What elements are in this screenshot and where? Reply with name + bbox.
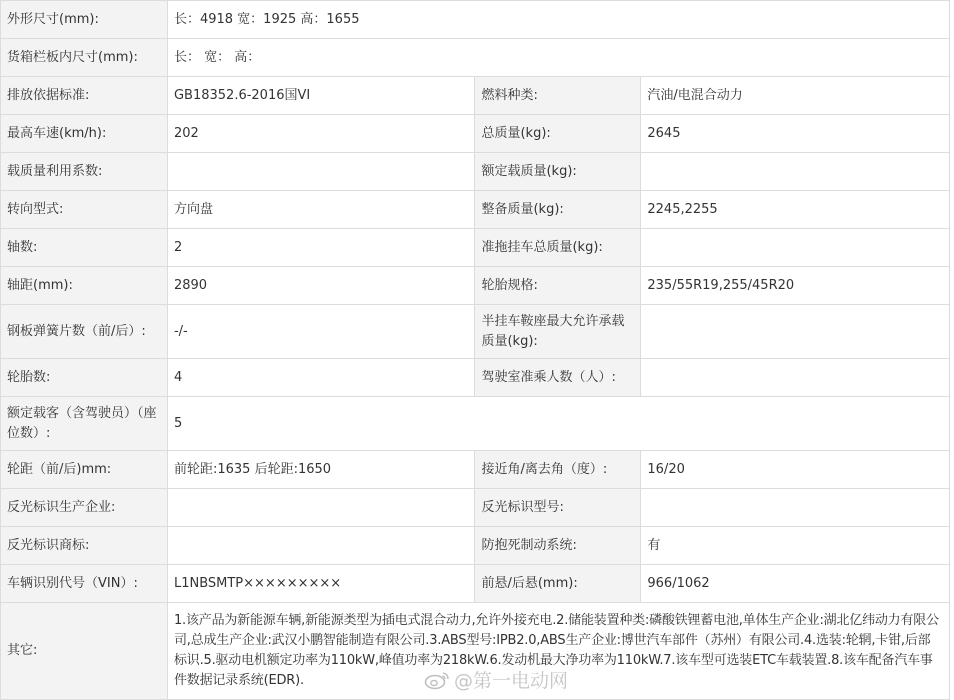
label-vin: 车辆识别代号（VIN）: bbox=[1, 565, 168, 603]
label-cab-capacity: 驾驶室准乘人数（人）: bbox=[475, 359, 641, 397]
label-total-mass: 总质量(kg): bbox=[475, 115, 641, 153]
value-tire-count: 4 bbox=[167, 359, 475, 397]
row-dimensions bbox=[1, 1, 950, 39]
row-wheelbase bbox=[1, 267, 950, 305]
label-overhang: 前悬/后悬(mm): bbox=[475, 565, 641, 603]
label-leaf-springs: 钢板弹簧片数（前/后）: bbox=[1, 305, 168, 359]
watermark-text: @第一电动网 bbox=[454, 670, 569, 692]
label-wheelbase: 轴距(mm): bbox=[1, 267, 168, 305]
value-track: 前轮距:1635 后轮距:1650 bbox=[167, 451, 475, 489]
value-axles: 2 bbox=[167, 229, 475, 267]
row-max-speed bbox=[1, 115, 950, 153]
label-track: 轮距（前/后)mm: bbox=[1, 451, 168, 489]
value-reflector-model bbox=[641, 489, 950, 527]
label-reflector-model: 反光标识型号: bbox=[475, 489, 641, 527]
label-approach-angle: 接近角/离去角（度）: bbox=[475, 451, 641, 489]
value-approach-angle: 16/20 bbox=[641, 451, 950, 489]
value-tire-spec: 235/55R19,255/45R20 bbox=[641, 267, 950, 305]
label-other: 其它: bbox=[1, 603, 168, 700]
label-load-coefficient: 载质量利用系数: bbox=[1, 153, 168, 191]
label-reflector-brand: 反光标识商标: bbox=[1, 527, 168, 565]
value-wheelbase: 2890 bbox=[167, 267, 475, 305]
row-reflector-brand bbox=[1, 527, 950, 565]
row-tire-count bbox=[1, 359, 950, 397]
label-abs: 防抱死制动系统: bbox=[475, 527, 641, 565]
label-tire-spec: 轮胎规格: bbox=[475, 267, 641, 305]
label-fuel-type: 燃料种类: bbox=[475, 77, 641, 115]
label-seats: 额定载客（含驾驶员）（座位数）: bbox=[1, 397, 168, 451]
value-load-coefficient bbox=[167, 153, 475, 191]
row-track bbox=[1, 451, 950, 489]
row-leaf-springs bbox=[1, 305, 950, 359]
row-load-coefficient bbox=[1, 153, 950, 191]
row-vin bbox=[1, 565, 950, 603]
row-emission bbox=[1, 77, 950, 115]
value-steering: 方向盘 bbox=[167, 191, 475, 229]
value-vin: L1NBSMTP××××××××× bbox=[167, 565, 475, 603]
value-overhang: 966/1062 bbox=[641, 565, 950, 603]
value-leaf-springs: -/- bbox=[167, 305, 475, 359]
value-trailer-mass bbox=[641, 229, 950, 267]
value-fuel-type: 汽油/电混合动力 bbox=[641, 77, 950, 115]
label-axles: 轴数: bbox=[1, 229, 168, 267]
watermark bbox=[424, 666, 568, 693]
value-curb-mass: 2245,2255 bbox=[641, 191, 950, 229]
label-max-speed: 最高车速(km/h): bbox=[1, 115, 168, 153]
label-reflector-maker: 反光标识生产企业: bbox=[1, 489, 168, 527]
value-max-speed: 202 bbox=[167, 115, 475, 153]
value-reflector-brand bbox=[167, 527, 475, 565]
label-emission-standard: 排放依据标准: bbox=[1, 77, 168, 115]
label-trailer-mass: 准拖挂车总质量(kg): bbox=[475, 229, 641, 267]
row-seats bbox=[1, 397, 950, 451]
label-saddle-load: 半挂车鞍座最大允许承载质量(kg): bbox=[475, 305, 641, 359]
label-dimensions: 外形尺寸(mm): bbox=[1, 1, 168, 39]
value-emission-standard: GB18352.6-2016国VI bbox=[167, 77, 475, 115]
value-other: 1.该产品为新能源车辆,新能源类型为插电式混合动力,允许外接充电.2.储能装置种类:磷酸铁锂蓄电池,单体生产企业:湖北亿纬动力有限公司,总成生产企业:武汉小鹏智能制造有限公司.3.ABS型号:IPB2.0,ABS生产企业:博世汽车部件（苏州）有限公司.4.选装:轮辋,卡钳,后部标识.5.驱动电机额定功率为110kW,峰值功率为218kW.6.发动机最大净功率为110kW.7.该车型可选装ETC车载装置.8.该车配备汽车事件数据记录系统(EDR). bbox=[167, 603, 949, 700]
label-cargo-box: 货箱栏板内尺寸(mm): bbox=[1, 39, 168, 77]
row-reflector-maker bbox=[1, 489, 950, 527]
label-curb-mass: 整备质量(kg): bbox=[475, 191, 641, 229]
label-rated-load: 额定载质量(kg): bbox=[475, 153, 641, 191]
row-cargo-box bbox=[1, 39, 950, 77]
value-rated-load bbox=[641, 153, 950, 191]
value-cab-capacity bbox=[641, 359, 950, 397]
value-abs: 有 bbox=[641, 527, 950, 565]
weibo-icon bbox=[424, 670, 450, 690]
value-cargo-box: 长： 宽： 高： bbox=[167, 39, 949, 77]
value-reflector-maker bbox=[167, 489, 475, 527]
label-tire-count: 轮胎数: bbox=[1, 359, 168, 397]
row-axles bbox=[1, 229, 950, 267]
label-steering: 转向型式: bbox=[1, 191, 168, 229]
row-steering bbox=[1, 191, 950, 229]
value-saddle-load bbox=[641, 305, 950, 359]
value-dimensions: 长：4918 宽：1925 高：1655 bbox=[167, 1, 949, 39]
value-total-mass: 2645 bbox=[641, 115, 950, 153]
value-seats: 5 bbox=[167, 397, 949, 451]
